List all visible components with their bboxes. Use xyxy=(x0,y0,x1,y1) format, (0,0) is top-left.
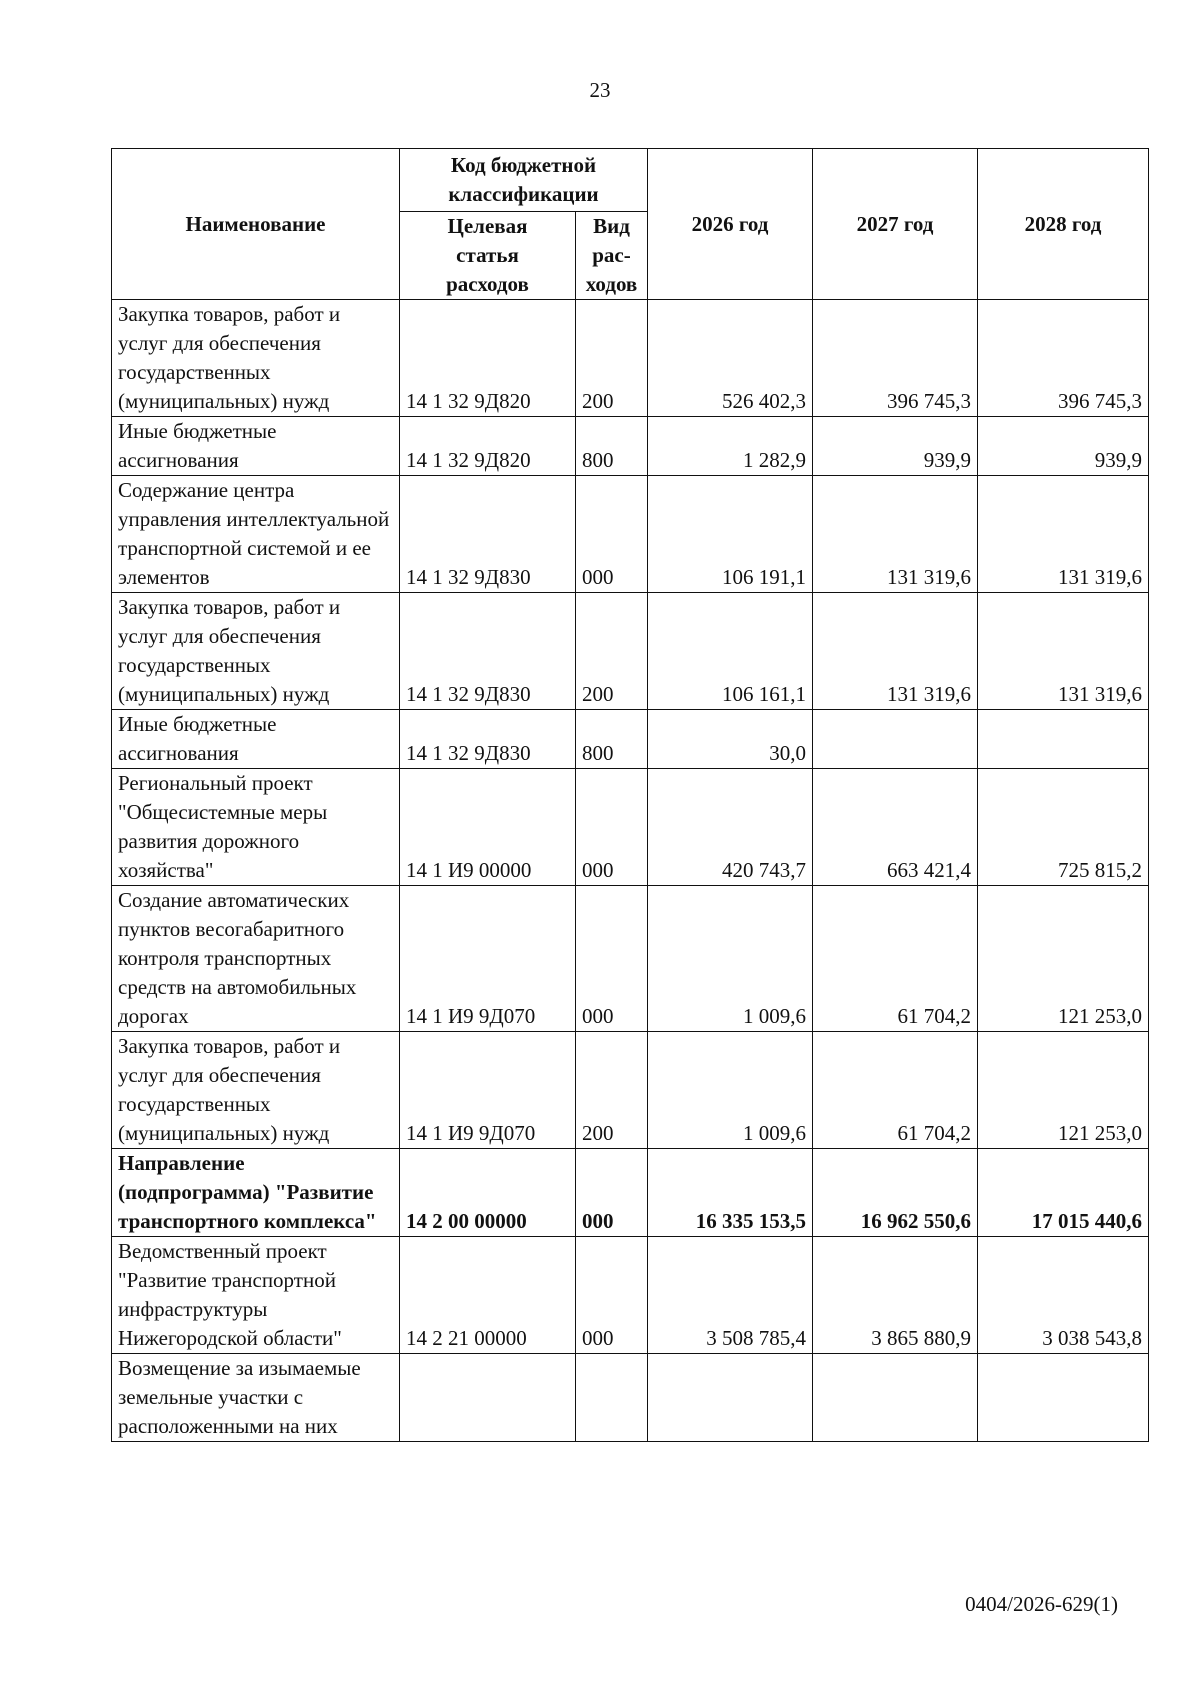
row-amount-2026: 526 402,3 xyxy=(648,300,813,417)
row-target-code: 14 1 32 9Д830 xyxy=(400,476,576,593)
row-amount-2028 xyxy=(978,1354,1149,1442)
row-amount-2027: 3 865 880,9 xyxy=(813,1237,978,1354)
table-row xyxy=(112,593,1149,710)
table-row xyxy=(112,769,1149,886)
row-expense-type: 000 xyxy=(576,886,648,1032)
row-amount-2027: 61 704,2 xyxy=(813,1032,978,1149)
document-id: 0404/2026-629(1) xyxy=(965,1592,1118,1616)
row-target-code xyxy=(400,1354,576,1442)
table-row xyxy=(112,1237,1149,1354)
header-2028: 2028 год xyxy=(978,149,1149,300)
row-name: Закупка товаров, работ и услуг для обеспечения государственных (муниципальных) нужд xyxy=(112,1032,400,1149)
row-target-code: 14 1 И9 00000 xyxy=(400,769,576,886)
row-amount-2026: 1 282,9 xyxy=(648,417,813,476)
header-row-1 xyxy=(112,149,1149,212)
row-expense-type: 000 xyxy=(576,1237,648,1354)
row-amount-2028 xyxy=(978,710,1149,769)
row-target-code: 14 2 21 00000 xyxy=(400,1237,576,1354)
row-amount-2026: 3 508 785,4 xyxy=(648,1237,813,1354)
header-expense-type: Вид рас- ходов xyxy=(576,212,648,300)
row-name: Иные бюджетные ассигнования xyxy=(112,417,400,476)
row-amount-2028: 17 015 440,6 xyxy=(978,1149,1149,1237)
row-amount-2026: 420 743,7 xyxy=(648,769,813,886)
header-code-group: Код бюджетной классификации xyxy=(400,149,648,212)
row-amount-2026: 106 191,1 xyxy=(648,476,813,593)
page-number: 23 xyxy=(589,78,611,102)
row-name: Закупка товаров, работ и услуг для обеспечения государственных (муниципальных) нужд xyxy=(112,300,400,417)
row-amount-2028: 131 319,6 xyxy=(978,593,1149,710)
row-expense-type: 800 xyxy=(576,710,648,769)
row-amount-2027: 16 962 550,6 xyxy=(813,1149,978,1237)
row-expense-type: 000 xyxy=(576,1149,648,1237)
row-amount-2028: 121 253,0 xyxy=(978,1032,1149,1149)
table-row xyxy=(112,300,1149,417)
table-row xyxy=(112,1354,1149,1442)
table-row xyxy=(112,1149,1149,1237)
row-amount-2026: 1 009,6 xyxy=(648,886,813,1032)
row-amount-2026 xyxy=(648,1354,813,1442)
header-2026: 2026 год xyxy=(648,149,813,300)
row-amount-2028: 121 253,0 xyxy=(978,886,1149,1032)
row-name: Ведомственный проект "Развитие транспортной инфраструктуры Нижегородской области" xyxy=(112,1237,400,1354)
table-row xyxy=(112,417,1149,476)
row-amount-2027 xyxy=(813,710,978,769)
row-amount-2026: 30,0 xyxy=(648,710,813,769)
table-row xyxy=(112,1032,1149,1149)
row-amount-2027: 396 745,3 xyxy=(813,300,978,417)
row-name: Направление (подпрограмма) "Развитие транспортного комплекса" xyxy=(112,1149,400,1237)
row-target-code: 14 1 32 9Д830 xyxy=(400,710,576,769)
row-target-code: 14 1 И9 9Д070 xyxy=(400,1032,576,1149)
row-expense-type xyxy=(576,1354,648,1442)
row-amount-2027: 663 421,4 xyxy=(813,769,978,886)
row-amount-2026: 1 009,6 xyxy=(648,1032,813,1149)
row-target-code: 14 1 32 9Д820 xyxy=(400,417,576,476)
header-2027: 2027 год xyxy=(813,149,978,300)
row-amount-2028: 725 815,2 xyxy=(978,769,1149,886)
row-amount-2028: 3 038 543,8 xyxy=(978,1237,1149,1354)
row-name: Региональный проект "Общесистемные меры развития дорожного хозяйства" xyxy=(112,769,400,886)
row-amount-2026: 106 161,1 xyxy=(648,593,813,710)
table-row xyxy=(112,886,1149,1032)
row-amount-2027 xyxy=(813,1354,978,1442)
row-expense-type: 800 xyxy=(576,417,648,476)
table-row xyxy=(112,476,1149,593)
row-name: Иные бюджетные ассигнования xyxy=(112,710,400,769)
row-target-code: 14 1 32 9Д820 xyxy=(400,300,576,417)
budget-table xyxy=(111,148,1149,1442)
row-target-code: 14 2 00 00000 xyxy=(400,1149,576,1237)
row-amount-2027: 131 319,6 xyxy=(813,476,978,593)
row-expense-type: 200 xyxy=(576,1032,648,1149)
row-name: Создание автоматических пунктов весогабаритного контроля транспортных средств на автомобильных дорогах xyxy=(112,886,400,1032)
row-expense-type: 000 xyxy=(576,476,648,593)
row-expense-type: 000 xyxy=(576,769,648,886)
row-amount-2028: 939,9 xyxy=(978,417,1149,476)
row-name: Закупка товаров, работ и услуг для обеспечения государственных (муниципальных) нужд xyxy=(112,593,400,710)
row-amount-2028: 131 319,6 xyxy=(978,476,1149,593)
table-body xyxy=(112,300,1149,1442)
row-amount-2027: 61 704,2 xyxy=(813,886,978,1032)
row-name: Содержание центра управления интеллектуальной транспортной системой и ее элементов xyxy=(112,476,400,593)
row-amount-2027: 939,9 xyxy=(813,417,978,476)
row-name: Возмещение за изымаемые земельные участки с расположенными на них xyxy=(112,1354,400,1442)
row-expense-type: 200 xyxy=(576,593,648,710)
row-amount-2028: 396 745,3 xyxy=(978,300,1149,417)
row-target-code: 14 1 32 9Д830 xyxy=(400,593,576,710)
table-row xyxy=(112,710,1149,769)
row-amount-2026: 16 335 153,5 xyxy=(648,1149,813,1237)
row-expense-type: 200 xyxy=(576,300,648,417)
row-target-code: 14 1 И9 9Д070 xyxy=(400,886,576,1032)
header-name: Наименование xyxy=(112,149,400,300)
header-target-article: Целевая статья расходов xyxy=(400,212,576,300)
row-amount-2027: 131 319,6 xyxy=(813,593,978,710)
